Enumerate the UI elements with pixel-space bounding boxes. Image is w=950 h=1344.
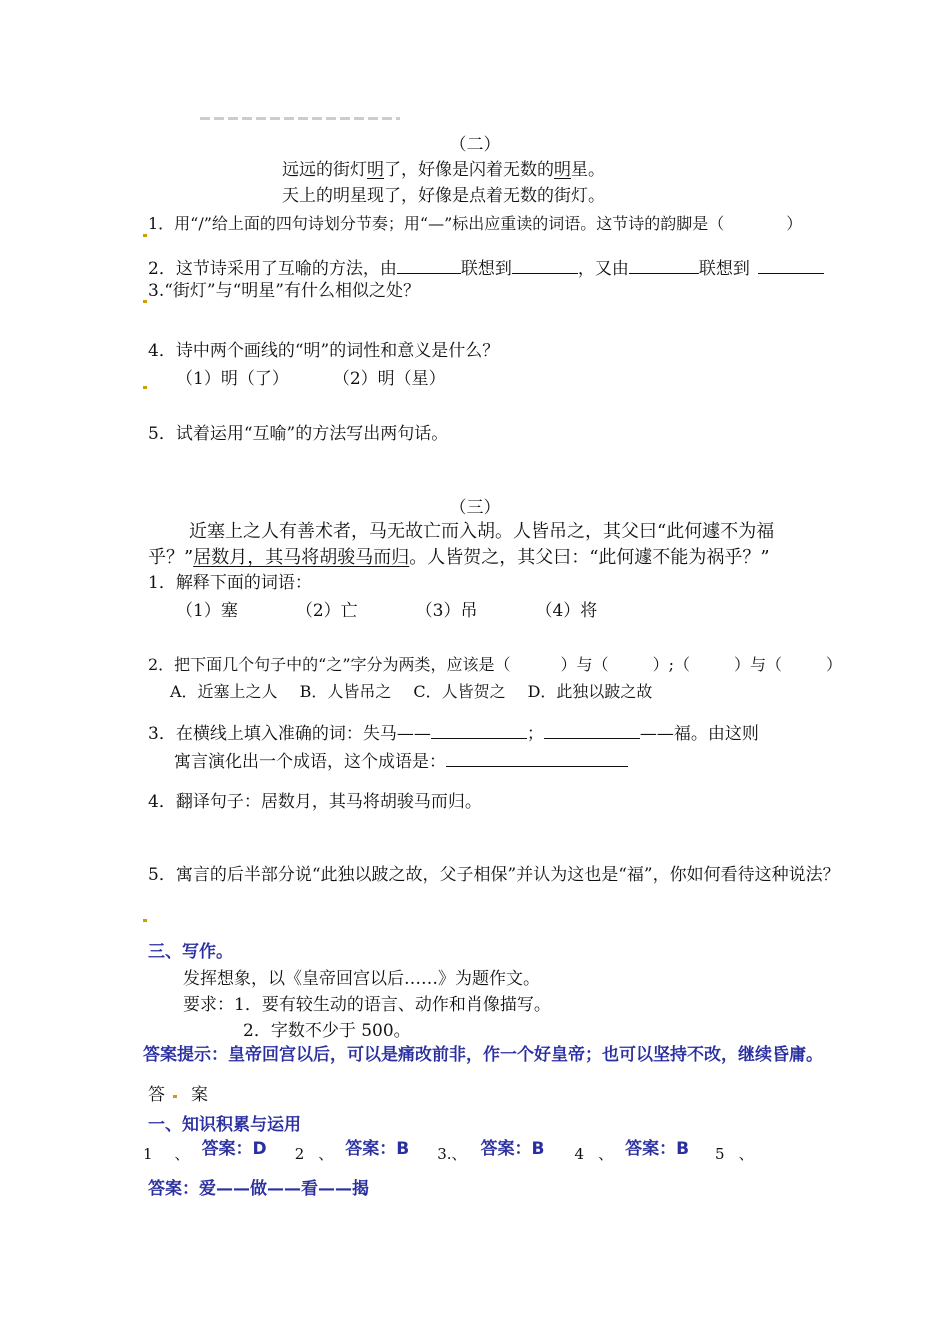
answer-5: 答案：爱——做——看——揭	[148, 1179, 369, 1199]
sec3-q2-options: A．近塞上之人 B．人皆吊之 C．人皆贺之 D．此独以跛之故	[170, 682, 653, 701]
sec2-q5: 5．试着运用“互喻”的方法写出两句话。	[148, 424, 449, 444]
sec3-q5: 5．寓言的后半部分说“此独以跛之故，父子相保”并认为这也是“福”，你如何看待这种说法？	[148, 865, 840, 885]
sec3-q3-cont: 寓言演化出一个成语，这个成语是：	[174, 750, 628, 773]
yellow-mark	[143, 919, 147, 922]
poem-line-1: 远远的街灯明了，好像是闪着无数的明星。	[282, 160, 605, 180]
writing-req-2: 2．字数不少于 500。	[243, 1021, 411, 1041]
yellow-mark	[143, 234, 147, 237]
sec2-q3: 3.“街灯”与“明星”有什么相似之处？	[148, 281, 420, 301]
sec3-passage-1: 近塞上之人有善术者，马无故亡而入胡。人皆吊之，其父曰“此何遽不为福	[189, 521, 775, 542]
sec2-q4-options: （1）明（了） （2）明（星）	[176, 369, 446, 389]
yellow-mark	[143, 386, 147, 389]
sec3-q1: 1．解释下面的词语：	[148, 573, 312, 593]
sec3-q4: 4．翻译句子：居数月，其马将胡骏马而归。	[148, 792, 482, 812]
sec2-q2: 2．这节诗采用了互喻的方法，由 联想到 ，又由 联想到	[148, 257, 824, 280]
writing-prompt: 发挥想象，以《皇帝回宫以后……》为题作文。	[183, 969, 540, 989]
sec2-q4: 4．诗中两个画线的“明”的词性和意义是什么？	[148, 341, 500, 361]
poem-line-2: 天上的明星现了，好像是点着无数的街灯。	[282, 186, 605, 206]
sec3-q3: 3．在横线上填入准确的词：失马—— ； ——福。由这则	[148, 724, 759, 744]
sec3-q2: 2．把下面几个句子中的“之”字分为两类，应该是（ ）与（ ）;（ ）与（ ）	[148, 655, 842, 674]
answers-section-title: 一、知识积累与运用	[148, 1115, 301, 1135]
answers-row: 1 、 答案：D 2 、 答案：B 3.、 答案：B 4 、 答案：B 5 、	[143, 1139, 754, 1163]
writing-req-1: 要求：1．要有较生动的语言、动作和肖像描写。	[183, 995, 551, 1015]
sec3-passage-2: 乎？”居数月，其马将胡骏马而归。人皆贺之，其父曰：“此何遽不能为祸乎？”	[148, 547, 770, 568]
section3-heading: （三）	[449, 498, 501, 518]
yellow-mark	[143, 300, 147, 303]
writing-title: 三、写作。	[148, 942, 233, 962]
faint-header-residue	[200, 117, 400, 120]
section2-heading: （二）	[449, 135, 501, 155]
answers-heading: 答 案	[148, 1085, 208, 1105]
writing-answer-hint: 答案提示：皇帝回宫以后，可以是痛改前非，作一个好皇帝；也可以坚持不改，继续昏庸。	[143, 1045, 823, 1065]
sec3-q1-options: （1）塞 （2）亡 （3）吊 （4）将	[176, 601, 598, 621]
sec2-q1: 1．用“/”给上面的四句诗划分节奏；用“—”标出应重读的词语。这节诗的韵脚是（ ）	[148, 214, 803, 233]
